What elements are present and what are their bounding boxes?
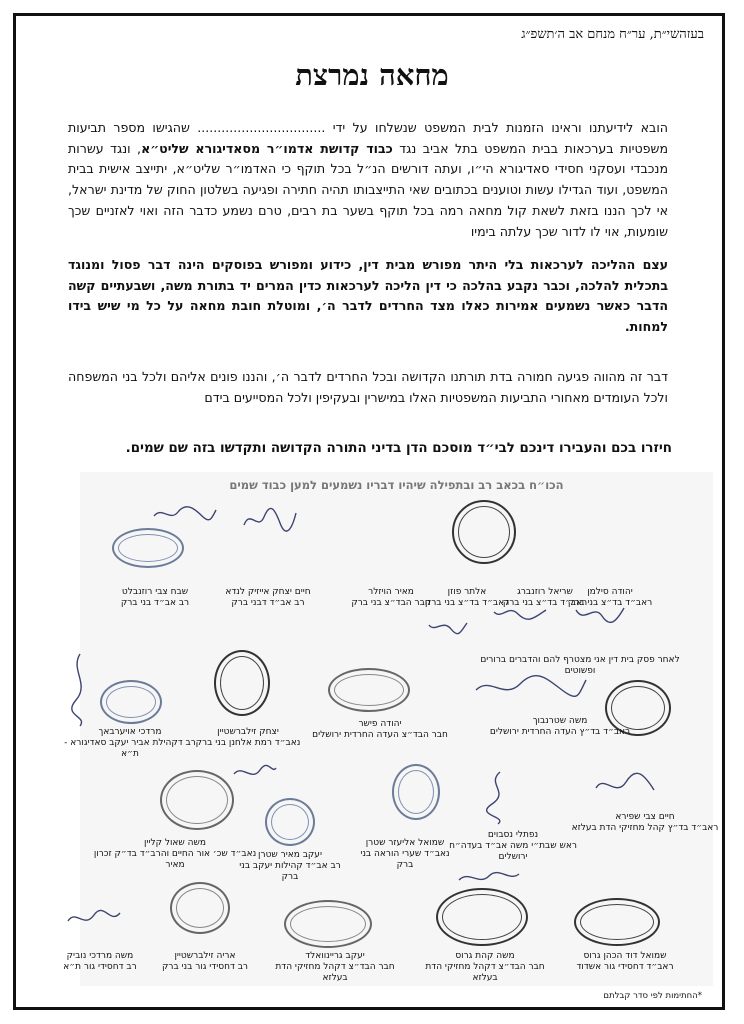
signatory: יעקב מאיר שטרן רב אב״ד קהילות יעקב בני ברק [239, 850, 341, 882]
handwritten-signature [150, 502, 220, 524]
signatory: חיים יצחק אייזיק לנדא רב אב״ד דבני ברק [225, 587, 311, 608]
signatory: מאיר הויזלר חבר הבד״צ בני ברק [351, 587, 431, 608]
signatory: משה קהת גרוס חבר הבד״צ דקהל מחזיקי הדת בעלזא [425, 951, 545, 983]
rabbinical-stamp [214, 650, 270, 716]
handwritten-signature [470, 670, 590, 710]
handwritten-signature [66, 650, 96, 730]
rabbinical-stamp [284, 900, 372, 948]
signatory: משה שאול קליין נאב״ד שכ׳ אור החיים והרב״ד בד״ק זכרון מאיר [93, 838, 257, 870]
signatory: שמואל אליעזר שטרן נאב״ד שערי הוראה בני ברק [360, 838, 450, 870]
signatory: אריה זילברשטיין רב דחסידי גור בני ברק [161, 951, 249, 972]
signatory: יעקב גריינוואלד חבר הבד״צ דקהל מחזיקי הדת בעלזא [275, 951, 395, 983]
rabbinical-stamp [328, 668, 410, 712]
rebbe-title: כבוד קדושת אדמו״ר מסאדיגורא שליט״א [141, 140, 393, 156]
signatory: יהודה סילמן ראב״ד בד״צ בני ברק [567, 587, 653, 608]
rabbinical-stamp [392, 764, 440, 820]
handwritten-signature [240, 505, 300, 535]
rabbinical-stamp [436, 888, 528, 946]
signatory: שבח צבי רוזנבלט רב אב״ד בני ברק [120, 587, 190, 608]
footnote: *החתימות לפי סדר קבלתם [603, 991, 702, 1001]
signatures-header: הכו״ח בכאב רב ובתפילה שיהיו דבריו נשמעים למען כבוד שמים [229, 478, 564, 492]
signatory: נפתלי נסבוים ראש שבת״י משה אב״ד בעדה״ח ירושלים [449, 830, 577, 862]
signatory: מרדכי אויערבאך רב דקהילת אביר יעקב סאדיגורא - ת״א [64, 727, 196, 759]
signatory: יצחק זילברשטיין נאב״ד רמת אלחנן בני ברק [195, 727, 301, 748]
rabbinical-stamp [112, 528, 184, 568]
signatory: אלתר פוזן ראב״ד בד״צ בני ברק [424, 587, 510, 608]
dateline: בעזהשי״ת, ער״ח מנחם אב ה׳תשפ״ג [521, 27, 704, 42]
handwritten-signature [425, 615, 470, 637]
pre-note: לאחר פסק בית דין אני מצטרף להם והדברים ברורים ופשוטים [480, 655, 680, 676]
signatory: שמואל דוד הכהן גרוס ראב״ד דחסידי גור אשדוד [576, 951, 674, 972]
rabbinical-stamp [452, 500, 516, 564]
page-title: מחאה נמרצת [295, 58, 449, 92]
rabbinical-stamp [100, 680, 162, 724]
closing-demand: חיזרו בכם והעבירו דינכם לבי״ד מוסכם הדן בדיני התורה הקדושה ותקדשו בזה שם שמים. [125, 441, 672, 456]
rabbinical-stamp [170, 882, 230, 934]
rabbinical-stamp [160, 770, 234, 830]
handwritten-signature [455, 868, 525, 888]
paragraph-3: דבר זה מהווה פגיעה חמורה בדת תורתנו הקדושה ובכל החרדים לדבר ה׳, והננו פונים אליהם ולכל בני המשפחה ולכל העומדים מאחורי התביעות המשפטיות האלו במישרין ובעקיפין ולכל המסייעים בידם [68, 369, 668, 405]
rabbinical-stamp [574, 898, 660, 946]
handwritten-signature [64, 905, 124, 933]
signatory: משה מרדכי נוביק רב דחסידי גור ת״א [63, 951, 137, 972]
paragraph-1-start: הובא לידיעתנו וראינו הזמנות לבית המשפט שנשלחו על ידי ................................ שהגישו מספר תביעות משפטיות בערכאות בבית המשפט בתל אביב נגד [68, 120, 669, 156]
signatory: יהודה פישר חבר הבד״צ העדה החרדית ירושלים [312, 719, 448, 740]
paragraph-1 [68, 118, 668, 242]
rabbinical-stamp [265, 798, 315, 846]
signatory: חיים צבי שפירא ראב״ד בד״ץ קהל מחזיקי הדת בעלזא [571, 812, 719, 833]
handwritten-signature [480, 768, 520, 828]
handwritten-signature [590, 768, 660, 808]
handwritten-signature [230, 760, 280, 784]
paragraph-1-rest: , ונגד עשרות מנכבדי ועסקני חסידי סאדיגורא הי״ו, ועתה דורשים הנ״ל בכל תוקף כי האדמו״ר שליט״א, יתייצב אישית בבית המשפט, ועוד הגדילו עשות וטוענים בכתובים שאי התייצבותו תהיה חתירה ופגיעה בשלטון החוק של מדינת ישראל, אי לכך הננו בזאת לשאת קול מחאה רמה בכל תוקף בשער בת רבים, טרם נשמע כדבר הזה ואוי לאזניים שכך שומעות, אוי לו לדור שכך עלתה בימיו [68, 140, 668, 239]
signatory: משה שטרנבוך ראב״ד בד״ץ העדה החרדית ירושלים [489, 716, 631, 737]
paragraph-2: עצם ההליכה לערכאות בלי היתר מפורש מבית דין, כידוע ומפורש בפוסקים הינה דבר פסול ומנוגד בתכלית להלכה, וכבר נקבע בהלכה כי דין הליכה לערכאות כדין המרים יד בתורת משה, ושבעתיים קשה הדבר כאשר נשמעים אמירות כאלו מצד החרדים לדבר ה׳, ומוטלת חובת מחאה על כל מי שיש בידו למחות. [68, 257, 668, 335]
signatory: שריאל רוזנברג ראב״ד בד״צ בני ברק [502, 587, 588, 608]
